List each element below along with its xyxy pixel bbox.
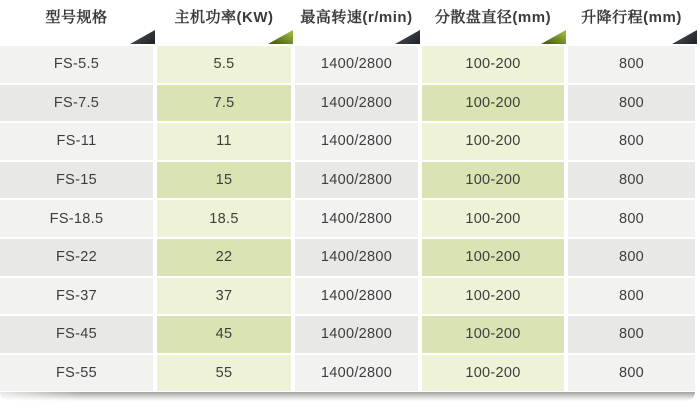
table-cell: 100-200 <box>422 162 564 199</box>
table-cell: 800 <box>568 316 695 353</box>
table-cell: 55 <box>157 355 291 392</box>
table-cell: FS-37 <box>0 278 153 315</box>
table-cell: 45 <box>157 316 291 353</box>
table-cell: 37 <box>157 278 291 315</box>
table-cell: 1400/2800 <box>295 355 418 392</box>
corner-triangle-icon <box>395 30 420 44</box>
table-cell: 5.5 <box>157 46 291 83</box>
table-cell: 1400/2800 <box>295 162 418 199</box>
table-cell: 800 <box>568 162 695 199</box>
column-header-1 <box>157 0 291 45</box>
table-row <box>0 239 695 276</box>
table-cell: 100-200 <box>422 200 564 237</box>
spec-table-body <box>0 46 695 391</box>
table-cell: FS-22 <box>0 239 153 276</box>
table-cell: FS-45 <box>0 316 153 353</box>
table-cell: 100-200 <box>422 239 564 276</box>
table-cell: 11 <box>157 123 291 160</box>
table-cell: 1400/2800 <box>295 316 418 353</box>
table-cell: FS-15 <box>0 162 153 199</box>
table-cell: 800 <box>568 123 695 160</box>
table-row <box>0 316 695 353</box>
table-row <box>0 85 695 122</box>
table-row <box>0 200 695 237</box>
table-cell: 1400/2800 <box>295 239 418 276</box>
table-cell: 100-200 <box>422 46 564 83</box>
table-cell: 800 <box>568 239 695 276</box>
column-header-label: 型号规格 <box>45 9 108 26</box>
table-cell: 100-200 <box>422 316 564 353</box>
table-cell: 1400/2800 <box>295 85 418 122</box>
table-cell: 800 <box>568 355 695 392</box>
table-row <box>0 46 695 83</box>
table-cell: 15 <box>157 162 291 199</box>
table-cell: 800 <box>568 46 695 83</box>
table-cell: 800 <box>568 85 695 122</box>
table-cell: 22 <box>157 239 291 276</box>
table-row <box>0 123 695 160</box>
table-cell: FS-7.5 <box>0 85 153 122</box>
table-row <box>0 162 695 199</box>
table-cell: FS-5.5 <box>0 46 153 83</box>
table-cell: 100-200 <box>422 85 564 122</box>
table-cell: 1400/2800 <box>295 123 418 160</box>
corner-triangle-icon <box>268 30 293 44</box>
table-bottom-shadow <box>0 392 695 401</box>
column-header-label: 主机功率(KW) <box>174 9 274 26</box>
corner-triangle-icon <box>672 30 697 44</box>
table-cell: 800 <box>568 200 695 237</box>
table-cell: 1400/2800 <box>295 278 418 315</box>
column-header-2 <box>295 0 418 45</box>
spec-table-header <box>0 0 695 45</box>
table-cell: 100-200 <box>422 355 564 392</box>
table-cell: 100-200 <box>422 123 564 160</box>
corner-triangle-icon <box>541 30 566 44</box>
table-row <box>0 355 695 392</box>
table-cell: 1400/2800 <box>295 200 418 237</box>
table-cell: FS-11 <box>0 123 153 160</box>
column-header-0 <box>0 0 153 45</box>
column-header-4 <box>568 0 695 45</box>
table-cell: 18.5 <box>157 200 291 237</box>
table-cell: 1400/2800 <box>295 46 418 83</box>
table-cell: 7.5 <box>157 85 291 122</box>
table-cell: 100-200 <box>422 278 564 315</box>
corner-triangle-icon <box>130 30 155 44</box>
column-header-label: 分散盘直径(mm) <box>434 9 552 26</box>
column-header-label: 最高转速(r/min) <box>300 9 413 26</box>
table-cell: FS-18.5 <box>0 200 153 237</box>
column-header-label: 升降行程(mm) <box>581 9 682 26</box>
column-header-3 <box>422 0 564 45</box>
table-row <box>0 278 695 315</box>
table-cell: FS-55 <box>0 355 153 392</box>
table-cell: 800 <box>568 278 695 315</box>
